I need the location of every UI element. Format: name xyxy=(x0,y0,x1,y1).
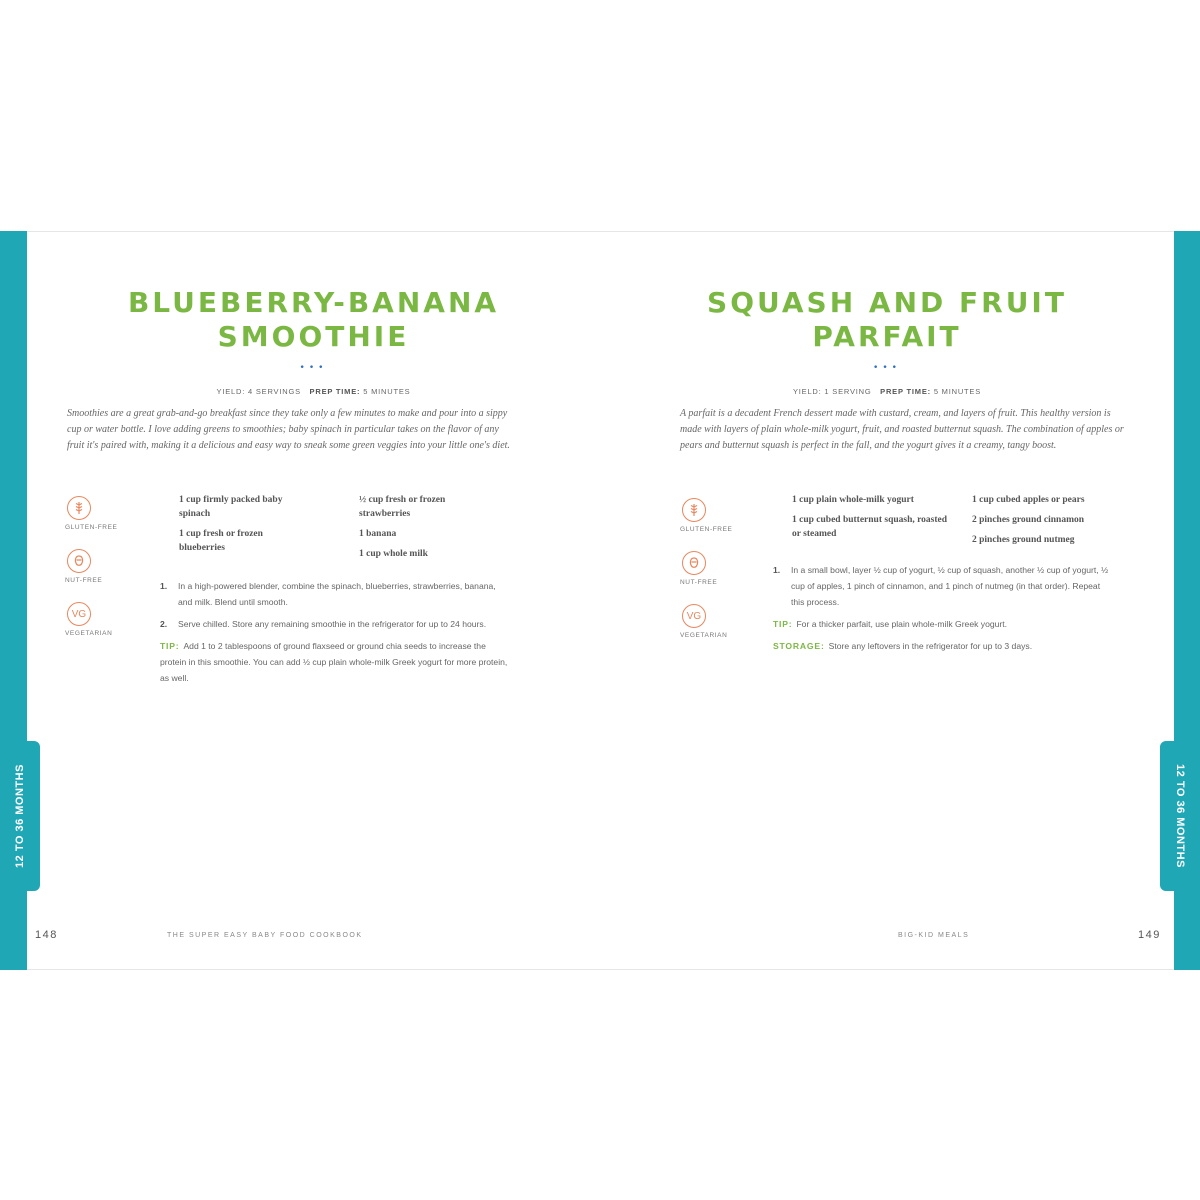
yield-label: YIELD: xyxy=(216,387,246,396)
ingredient-item: 1 cup whole milk xyxy=(359,549,428,559)
wheat-icon xyxy=(682,498,706,522)
directions xyxy=(160,578,512,686)
vegetarian-badge xyxy=(65,602,145,655)
yield-value: 4 SERVINGS xyxy=(248,387,301,396)
nut-free-badge xyxy=(65,549,145,602)
ingredient-item: ½ cup fresh or frozen strawberries xyxy=(359,495,446,519)
running-head: THE SUPER EASY BABY FOOD COOKBOOK xyxy=(167,932,363,939)
vegetarian-icon: VG xyxy=(67,602,91,626)
title-ornament: ••• xyxy=(299,363,328,373)
title-line: PARFAIT xyxy=(812,320,962,353)
yield-value: 1 SERVING xyxy=(824,387,872,396)
storage-label: STORAGE: xyxy=(773,641,825,651)
ingredients-column xyxy=(179,493,359,567)
tip-note xyxy=(773,616,1113,632)
tip-text: Add 1 to 2 tablespoons of ground flaxseed or ground chia seeds to increase the protein in this smoothie. You can add ½ cup plain whole-milk Greek yogurt for more protein, as well. xyxy=(160,641,508,683)
book-spread xyxy=(0,231,1200,970)
running-head: BIG-KID MEALS xyxy=(898,932,970,939)
ingredients-column xyxy=(792,493,972,553)
prep-time-label: PREP TIME: xyxy=(309,387,361,396)
step-number: 1. xyxy=(773,565,781,575)
tip-text: For a thicker parfait, use plain whole-milk Greek yogurt. xyxy=(796,619,1008,629)
tip-label: TIP: xyxy=(160,641,180,651)
directions xyxy=(773,562,1113,654)
yield-line xyxy=(27,387,600,396)
vegetarian-badge xyxy=(680,604,760,657)
step-text: In a small bowl, layer ½ cup of yogurt, ½ cup of squash, another ½ cup of yogurt, ½ cup of apples, 1 pinch of cinnamon, and 1 pinch of nutmeg (in that order). Repeat this process. xyxy=(791,565,1109,607)
ingredient-item: 1 cup firmly packed baby spinach xyxy=(179,495,283,519)
recipe-intro: Smoothies are a great grab-and-go breakfast since they take only a few minutes to make and pour into a sippy cup or water bottle. I love adding greens to smoothies; baby spinach in particular takes on the flavor of any fruit it's paired with, making it a delicious and easy way to sneak some green veggies into your little one's diet. xyxy=(67,408,510,451)
recipe-title xyxy=(600,286,1174,354)
vegetarian-icon: VG xyxy=(682,604,706,628)
chapter-tab-label: 12 TO 36 MONTHS xyxy=(1174,764,1186,868)
direction-step xyxy=(773,562,1113,610)
tip-label: TIP: xyxy=(773,619,793,629)
ingredient-item: 1 cup plain whole-milk yogurt xyxy=(792,495,914,505)
wheat-icon xyxy=(67,496,91,520)
direction-step xyxy=(160,616,512,632)
nut-free-badge xyxy=(680,551,760,604)
badge-label: GLUTEN-FREE xyxy=(65,524,118,531)
gluten-free-badge xyxy=(65,496,145,549)
dietary-badges xyxy=(65,496,145,655)
badge-label: VEGETARIAN xyxy=(65,630,113,637)
nut-icon xyxy=(682,551,706,575)
ingredients-list xyxy=(179,493,539,567)
step-text: In a high-powered blender, combine the spinach, blueberries, strawberries, banana, and milk. Blend until smooth. xyxy=(178,581,496,607)
prep-time-value: 5 MINUTES xyxy=(363,387,411,396)
badge-label: GLUTEN-FREE xyxy=(680,526,733,533)
title-line: BLUEBERRY-BANANA xyxy=(127,286,500,319)
ingredients-list xyxy=(792,493,1152,553)
ingredient-item: 1 cup cubed apples or pears xyxy=(972,495,1085,505)
prep-time-label: PREP TIME: xyxy=(880,387,931,396)
step-number: 2. xyxy=(160,619,168,629)
yield-label: YIELD: xyxy=(792,387,822,396)
ingredients-column xyxy=(972,493,1152,553)
storage-note xyxy=(773,638,1113,654)
ingredient-item: 1 banana xyxy=(359,529,397,539)
title-line: SMOOTHIE xyxy=(217,320,410,353)
ingredient-item: 1 cup fresh or frozen blueberries xyxy=(179,529,263,553)
page-number: 149 xyxy=(1138,929,1161,941)
ingredient-item: 2 pinches ground cinnamon xyxy=(972,515,1085,525)
tip-note xyxy=(160,638,512,686)
step-text: Serve chilled. Store any remaining smoothie in the refrigerator for up to 24 hours. xyxy=(178,619,487,629)
ingredient-item: 1 cup cubed butternut squash, roasted or steamed xyxy=(792,515,948,539)
right-page xyxy=(600,231,1174,970)
ingredients-column xyxy=(359,493,539,567)
gluten-free-badge xyxy=(680,498,760,551)
left-page xyxy=(27,231,600,970)
recipe-intro: A parfait is a decadent French dessert made with custard, cream, and layers of fruit. This healthy version is made with layers of plain whole-milk yogurt, fruit, and roasted butternut squash. The combination of apples or pears and butternut squash is perfect in the fall, and the yogurt gives it a creamy, tangy boost. xyxy=(680,408,1124,451)
page-number: 148 xyxy=(35,929,58,941)
ingredient-item: 2 pinches ground nutmeg xyxy=(972,535,1075,545)
badge-label: VEGETARIAN xyxy=(680,632,728,639)
prep-time-value: 5 MINUTES xyxy=(933,387,982,396)
title-ornament: ••• xyxy=(873,363,901,373)
recipe-title xyxy=(27,286,600,354)
direction-step xyxy=(160,578,512,610)
nut-icon xyxy=(67,549,91,573)
title-line: SQUASH AND FRUIT xyxy=(707,286,1067,319)
badge-label: NUT-FREE xyxy=(65,577,103,584)
yield-line xyxy=(600,387,1174,396)
badge-label: NUT-FREE xyxy=(680,579,718,586)
chapter-tab-label: 12 TO 36 MONTHS xyxy=(14,764,26,868)
step-number: 1. xyxy=(160,581,168,591)
storage-text: Store any leftovers in the refrigerator for up to 3 days. xyxy=(828,641,1033,651)
dietary-badges xyxy=(680,498,760,657)
